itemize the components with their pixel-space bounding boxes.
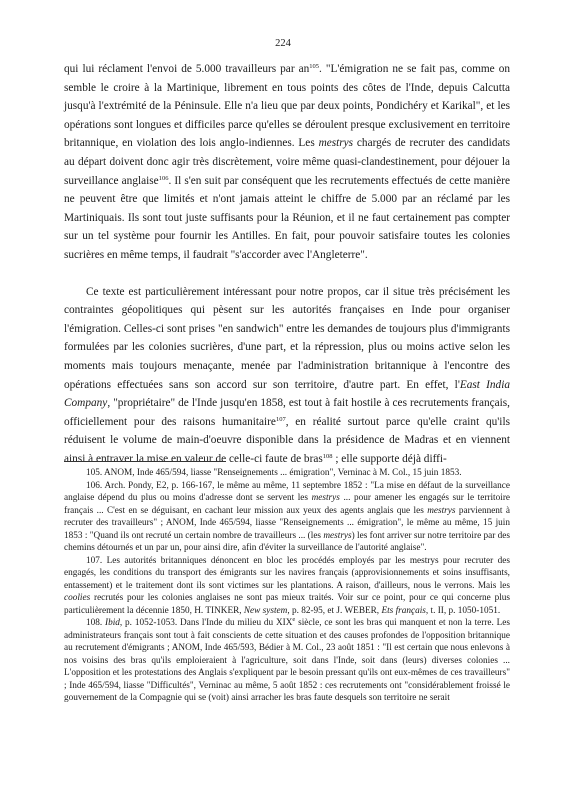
footnote-106-text-b: ... pour amener les engagés sur le territoire français ... C'est en se déguisant, en cachant leur mission aux yeux des agents anglais que les: [64, 493, 511, 516]
footnote-106-text-d: ) les font arriver sur notre territoire par des chemins détournés et un par un, pour ainsi dire, afin d'éviter la surveillance de l'autorité anglaise".: [64, 530, 510, 553]
footnote-107-text-c: , p. 82-95, et J. WEBER,: [287, 605, 382, 616]
p1-mestrys: mestrys: [318, 137, 354, 150]
footnote-separator: [64, 461, 226, 462]
p1-text-1: qui lui réclament l'envoi de 5.000 travailleurs par an: [64, 63, 310, 75]
footnote-106-mestrys-2: mestrys: [427, 505, 456, 516]
paragraph-1: [64, 60, 510, 265]
p2-text-1: Ce texte est particulièrement intéressant pour notre propos, car il situe très précisément les contraintes géopolitiques qui pèsent sur les autorités françaises en Inde pour organiser l'émigration. Celles-ci sont prises "en sandwich" entre les demandes de toujours plus d'immigrants formulées par les colonies sucrières, d'une part, et la répression, plus ou moins active selon les moments mais toujours menaçante, menée par l'administration britannique à l'encontre des opérations effectuées sans son accord sur son territoire, d'autre part. En effet, l': [64, 285, 510, 391]
footnote-107-text-a: 107. Les autorités britanniques dénoncent en bloc les procédés employés par les mestrys pour recruter des engagés, les conditions du transport des émigrants sur les navires français (approvisionnements et soins insuffisants, entassement) et le traitement dont ils sont victimes sur les plantations. A raison, d'ailleurs, nous le verrons. Mais les: [64, 555, 510, 591]
footnote-106-text-c: parviennent à recruter des travailleurs" ; ANOM, Inde 465/594, liasse "Renseignements ... émigration", le même au même, 15 juin 1853 : "Quand ils ont recruté un certain nombre de travailleurs ... (les: [64, 505, 510, 541]
footnote-108-ibid: Ibid: [105, 618, 120, 628]
footnote-106-mestrys-1: mestrys: [311, 493, 340, 503]
footnote-107-text-b: recrutés pour les colonies anglaises ne sont pas mieux traités. Voir sur ce point, pour ce qui concerne plus particulièrement la décennie 1850, H. TINKER,: [64, 593, 510, 616]
footnote-108-text-a: , p. 1052-1053. Dans l'Inde du milieu du XIX: [119, 618, 293, 628]
paragraph-2: [64, 283, 510, 469]
footnote-ref-105[interactable]: 105: [309, 63, 320, 70]
footnote-107-text-d: , t. II, p. 1050-1051.: [425, 605, 501, 616]
footnote-108-number: 108.: [86, 618, 106, 628]
footnote-106-mestrys-3: mestrys: [323, 530, 352, 541]
p2-text-2: , "propriétaire" de l'Inde jusqu'en 1858, est tout à fait hostile à ces recrutements français, officiellement pour des raisons humanitaire: [64, 397, 510, 428]
footnote-106: [64, 480, 510, 555]
p1-text-2: . "L'émigration ne se fait pas, comme on semble le croire à la Martinique, librement en tous points des côtes de l'Inde, depuis Calcutta jusqu'à l'extrémité de la Péninsule. Elle n'a lieu que par deux points, Pondichéry et Karikal", et les opérations sont longues et difficiles parce qu'elles se déroulent presque exclusivement en territoire britannique, en violation des lois anglo-indiennes. Les: [64, 63, 510, 150]
footnote-108-superscript: e: [292, 616, 296, 623]
footnotes: [64, 467, 510, 705]
page-number: 224: [275, 38, 291, 49]
footnote-107-coolies: coolies: [64, 593, 91, 603]
footnote-106-text-a: 106. Arch. Pondy, E2, p. 166-167, le même au même, 11 septembre 1852 : "La mise en défaut de la surveillance anglaise dépend du plus ou moins d'adresse dont se servent les: [64, 480, 510, 503]
p2-text-4: ; elle supporte déjà diffi-: [332, 452, 447, 465]
footnote-105: [64, 467, 510, 480]
footnote-108: [64, 617, 510, 705]
footnote-ref-108[interactable]: 108: [322, 452, 333, 460]
footnote-108-text-b: siècle, ce sont les bras qui manquent et non la terre. Les administrateurs français sont tout à fait conscients de cette situation et des causes profondes de l'opposition britannique au recrutement d'émigrants ; ANOM, Inde 465/593, Bédier à M. Col., 23 août 1851 : "Il est certain que nous enlevons à nos voisins des bras qu'ils emploieraient à l'agriculture, soit dans l'Inde, soit dans (leurs) diverses colonies ... L'opposition et les protestations des Anglais s'expliquent par le besoin pressant qu'ils ont eux-mêmes de ces travailleurs" ; Inde 465/594, liasse "Difficultés", Verninac au même, 5 août 1852 : ces recrutements ont "considérablement froissé le gouvernement de la Compagnie qui se (voit) ainsi arracher les bras faute desquels son territoire ne serait: [64, 618, 511, 703]
p1-text-3: chargés de recruter des candidats au départ doivent donc agir très discrètement, voire même quasi-clandestinement, pour déjouer la surveillance anglaise: [64, 137, 510, 187]
footnote-ref-107[interactable]: 107: [275, 415, 286, 423]
p2-text-3: , en réalité surtout parce qu'elle craint qu'ils réduisent le volume de main-d'oeuvre disponible dans la présidence de Madras et en viennent ainsi à entraver la mise en valeur de celle-ci faute de bras: [64, 415, 510, 465]
main-text: [64, 60, 510, 468]
footnote-107: [64, 555, 510, 618]
p2-east-india-company: East India Company: [64, 378, 510, 410]
footnote-ref-106[interactable]: 106: [158, 174, 169, 182]
p1-text-4: . Il s'en suit par conséquent que les recrutements effectués de cette manière ne peuvent être que limités et n'ont jamais atteint le chiffre de 5.000 par an réclamé par les Martiniquais. Ils sont tout juste suffisants pour la Réunion, et il ne faut certainement pas compter sur un tel système pour fournir les Antilles. En fait, pour pouvoir satisfaire toutes les colonies sucrières en même temps, il faudrait "s'accorder avec l'Angleterre".: [64, 174, 510, 261]
footnote-105-text: 105. ANOM, Inde 465/594, liasse "Renseignements ... émigration", Verninac à M. Col., 15 juin 1853.: [86, 468, 462, 478]
footnote-107-new-system: New system: [243, 605, 288, 616]
footnote-107-ets-francais: Ets français: [381, 605, 426, 616]
